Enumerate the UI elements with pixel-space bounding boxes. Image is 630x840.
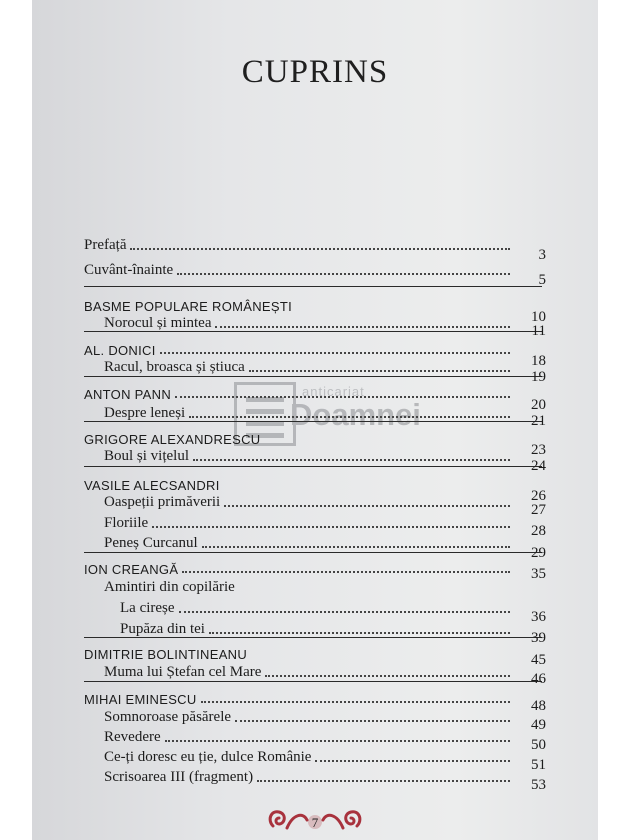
toc-entry-page: 35: [531, 566, 546, 582]
page-title: CUPRINS: [241, 54, 389, 90]
toc-entry-page: 48: [531, 698, 546, 714]
toc-entry-label: Peneș Curcanul: [104, 535, 198, 551]
toc-author-entry: [84, 642, 546, 668]
dot-leader: [179, 611, 510, 613]
toc-entry-label: Racul, broasca și știuca: [104, 359, 245, 375]
section-divider: [84, 376, 542, 377]
toc-author-entry: [84, 687, 546, 714]
toc-entry-page: 49: [531, 717, 546, 733]
toc-entry-label: La cireșe: [120, 600, 175, 616]
toc-entry-page: 46: [531, 671, 546, 687]
watermark-main-text: Doamnei: [290, 397, 421, 432]
dot-leader: [175, 396, 510, 398]
toc-entry-page: 10: [531, 309, 546, 325]
dot-leader: [193, 459, 510, 461]
toc-entry-page: 51: [531, 757, 546, 773]
dot-leader: [257, 780, 510, 782]
dot-leader: [189, 416, 510, 418]
toc-entry: [104, 576, 546, 596]
dot-leader: [160, 352, 510, 354]
dot-leader: [224, 505, 510, 507]
toc-entry-page: 5: [538, 272, 546, 288]
toc-entry: [120, 618, 546, 646]
toc-entry-label: DIMITRIE BOLINTINEANU: [84, 647, 248, 662]
toc-entry-label: VASILE ALECSANDRI: [84, 478, 220, 493]
page-number: 7: [311, 815, 319, 830]
toc-entry-label: Scrisoarea III (fragment): [104, 769, 254, 785]
toc-entry: [104, 402, 546, 429]
toc-entry-page: 29: [531, 545, 546, 561]
dot-leader: [202, 546, 510, 548]
toc-author-entry: [84, 557, 546, 582]
toc-entry: [104, 706, 546, 733]
toc-entry-label: Prefață: [84, 237, 127, 253]
toc-entry-label: Ce-ți doresc eu ție, dulce Românie: [104, 749, 312, 765]
toc-entry-page: 18: [531, 353, 546, 369]
toc-entry: [104, 532, 546, 561]
dot-leader: [315, 760, 510, 762]
toc-entry-label: Floriile: [104, 515, 149, 531]
dot-leader: [201, 701, 510, 703]
toc-entry-label: Oaspeții primăverii: [104, 494, 221, 510]
toc-entry-label: Somnoroase păsărele: [104, 709, 232, 725]
toc-entry-label: Muma lui Ștefan cel Mare: [104, 664, 262, 680]
toc-entry-page: 50: [531, 737, 546, 753]
section-divider: [84, 466, 542, 467]
toc-entry-page: 27: [531, 502, 546, 518]
toc-entry: [84, 259, 546, 288]
dot-leader: [152, 526, 510, 528]
section-divider: [84, 286, 542, 287]
toc-entry-page: 11: [531, 323, 546, 339]
toc-entry-page: 28: [531, 523, 546, 539]
toc-entry: [104, 491, 546, 518]
dot-leader: [215, 326, 510, 328]
toc-entry-label: Amintiri din copilărie: [104, 579, 235, 595]
toc-entry: [104, 766, 546, 793]
dot-leader: [249, 370, 510, 372]
watermark-top-text: anticariat: [302, 384, 365, 399]
toc-entry-page: 53: [531, 777, 546, 793]
toc-entry-label: Cuvânt-înainte: [84, 262, 174, 278]
dot-leader: [209, 632, 510, 634]
toc-entry-label: Revedere: [104, 729, 161, 745]
dot-leader: [265, 675, 510, 677]
toc-entry-page: 39: [531, 630, 546, 646]
dot-leader: [130, 248, 510, 250]
toc-entry-label: BASME POPULARE ROMÂNEȘTI: [84, 299, 293, 314]
toc-entry: [104, 746, 546, 773]
section-divider: [84, 552, 542, 553]
toc-entry: [120, 597, 546, 625]
toc-entry: [84, 234, 546, 263]
toc-entry: [104, 661, 546, 687]
toc-entry-label: Pupăza din tei: [120, 621, 205, 637]
toc-entry-page: 21: [531, 413, 546, 429]
toc-entry: [104, 512, 546, 539]
toc-entry-page: 26: [531, 488, 546, 504]
toc-entry-page: 19: [531, 369, 546, 385]
toc-entry-label: Boul și vițelul: [104, 448, 190, 464]
toc-entry-page: 24: [531, 458, 546, 474]
toc-entry-label: GRIGORE ALEXANDRESCU: [84, 432, 261, 447]
toc-entry-page: 45: [531, 652, 546, 668]
dot-leader: [182, 571, 510, 573]
toc-entry: [104, 312, 546, 339]
toc-entry-page: 36: [531, 609, 546, 625]
toc-entry-label: Norocul și mintea: [104, 315, 212, 331]
toc-entry-page: 3: [538, 247, 546, 263]
dot-leader: [235, 720, 510, 722]
toc-entry-label: ION CREANGĂ: [84, 562, 179, 577]
toc-entry: [104, 726, 546, 753]
dot-leader: [177, 273, 510, 275]
toc-entry-label: AL. DONICI: [84, 343, 156, 358]
toc-entry-label: Despre leneși: [104, 405, 186, 421]
toc-entry-label: MIHAI EMINESCU: [84, 692, 197, 707]
toc-entry: [104, 356, 546, 385]
toc-entry-page: 23: [531, 442, 546, 458]
section-divider: [84, 681, 542, 682]
toc-entry: [104, 445, 546, 474]
toc-entry-label: ANTON PANN: [84, 387, 172, 402]
dot-leader: [165, 740, 510, 742]
toc-entry-page: 20: [531, 397, 546, 413]
